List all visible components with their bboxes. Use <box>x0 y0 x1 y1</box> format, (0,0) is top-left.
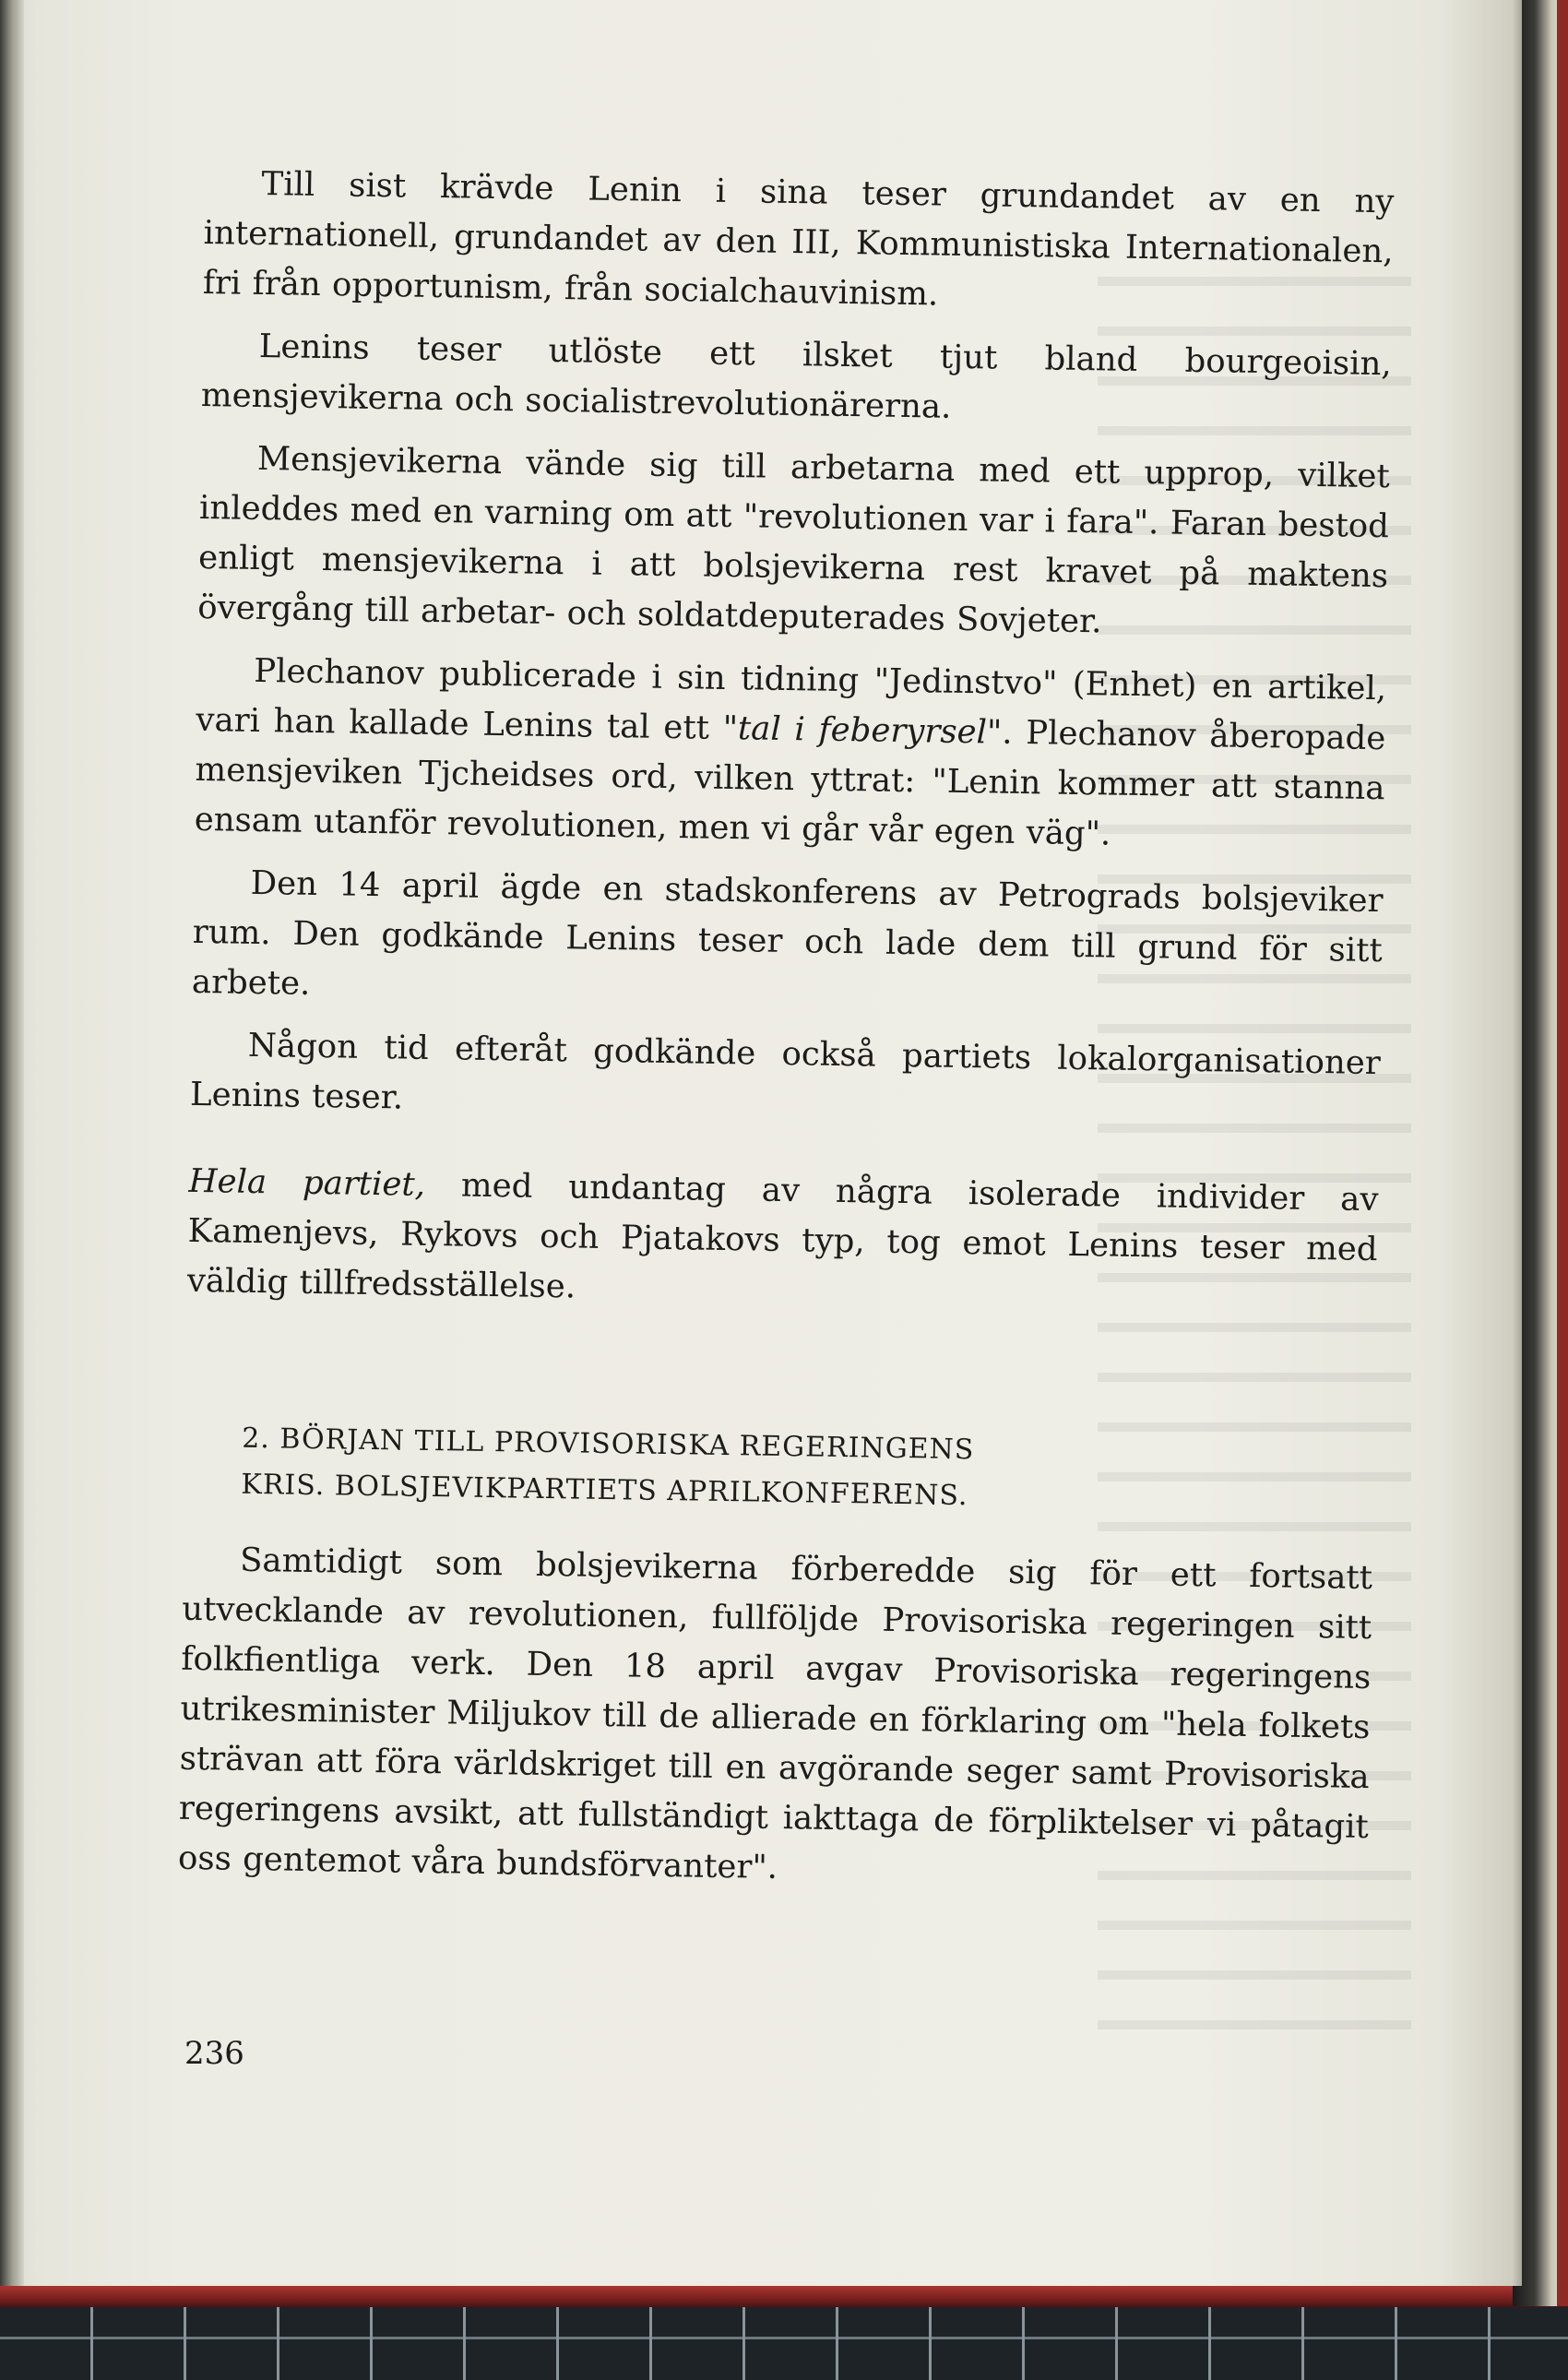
book-cover-edge <box>0 2283 1568 2307</box>
section-heading-line-1: 2. BÖRJAN TILL PROVISORISKA REGERINGENS <box>241 1422 975 1467</box>
paragraph-4 <box>194 646 1386 863</box>
paragraph-6: Någon tid efteråt godkände också partiets lokalorganisationer Lenins teser. <box>189 1026 1382 1117</box>
page-gutter-shadow <box>0 0 24 2286</box>
paragraph-4-text-a: Plechanov publicerade i sin tidning "Jedinstvo" (Enhet) en artikel, vari han kallade Lenins tal ett <box>196 651 1387 747</box>
page-text <box>177 159 1394 1915</box>
paragraph-7-italic: Hela partiet, <box>188 1161 426 1204</box>
cutting-mat <box>0 2297 1568 2380</box>
paragraph-2: Lenins teser utlöste ett ilsket tjut bland bourgeoisin, mensjevikerna och socialistrevolutionärerna. <box>200 327 1392 426</box>
paragraph-5: Den 14 april ägde en stadskonferens av Petrograds bolsjeviker rum. Den godkände Lenins teser och lade dem till grund för sitt arbete. <box>191 863 1384 1003</box>
paragraph-4-text-b: . Plechanov åberopade mensjeviken Tjcheidses ord, vilken yttrat: "Lenin kommer att stanna ensam utanför revolutionen, men vi går vår egen väg". <box>194 713 1386 853</box>
paragraph-3: Mensjevikerna vände sig till arbetarna med ett upprop, vilket inleddes med en varning om att "revolutionen var i fara". Faran bestod enligt mensjevikerna i att bolsjevikerna rest kravet på maktens övergång till arbetar- och soldatdeputerades Sovjeter. <box>197 439 1391 641</box>
paragraph-4-italic: "tal i feberyrsel" <box>722 708 1003 752</box>
paragraph-7 <box>186 1157 1378 1325</box>
section-heading <box>184 1415 1374 1526</box>
paragraph-8: Samtidigt som bolsjevikerna förberedde sig för ett fortsatt utvecklande av revolutionen, fullföljde Provisoriska regeringen sitt folkfientliga verk. Den 18 april avgav Provisoriska regeringens utrikesminister Miljukov till de allierade en förklaring om "hela folkets strävan att föra världskriget till en avgörande seger samt Provisoriska regeringens avsikt, att fullständigt iakttaga de förpliktelser vi påtagit oss gentemot våra bundsförvanter". <box>177 1541 1373 1886</box>
paragraph-7-text: med undantag av några isolerade individer av Kamenjevs, Rykovs och Pjatakovs typ, tog emot Lenins teser med väldig tillfredsställelse. <box>186 1165 1379 1306</box>
section-heading-line-2: KRIS. BOLSJEVIKPARTIETS APRILKONFERENS. <box>241 1468 968 1513</box>
page-number: 236 <box>184 2035 244 2072</box>
paragraph-1: Till sist krävde Lenin i sina teser grundandet av en ny internationell, grundandet av den III, Kommunistiska Internationalen, fri från opportunism, från socialchauvinism. <box>202 164 1395 314</box>
book-spine <box>1557 0 1568 2306</box>
